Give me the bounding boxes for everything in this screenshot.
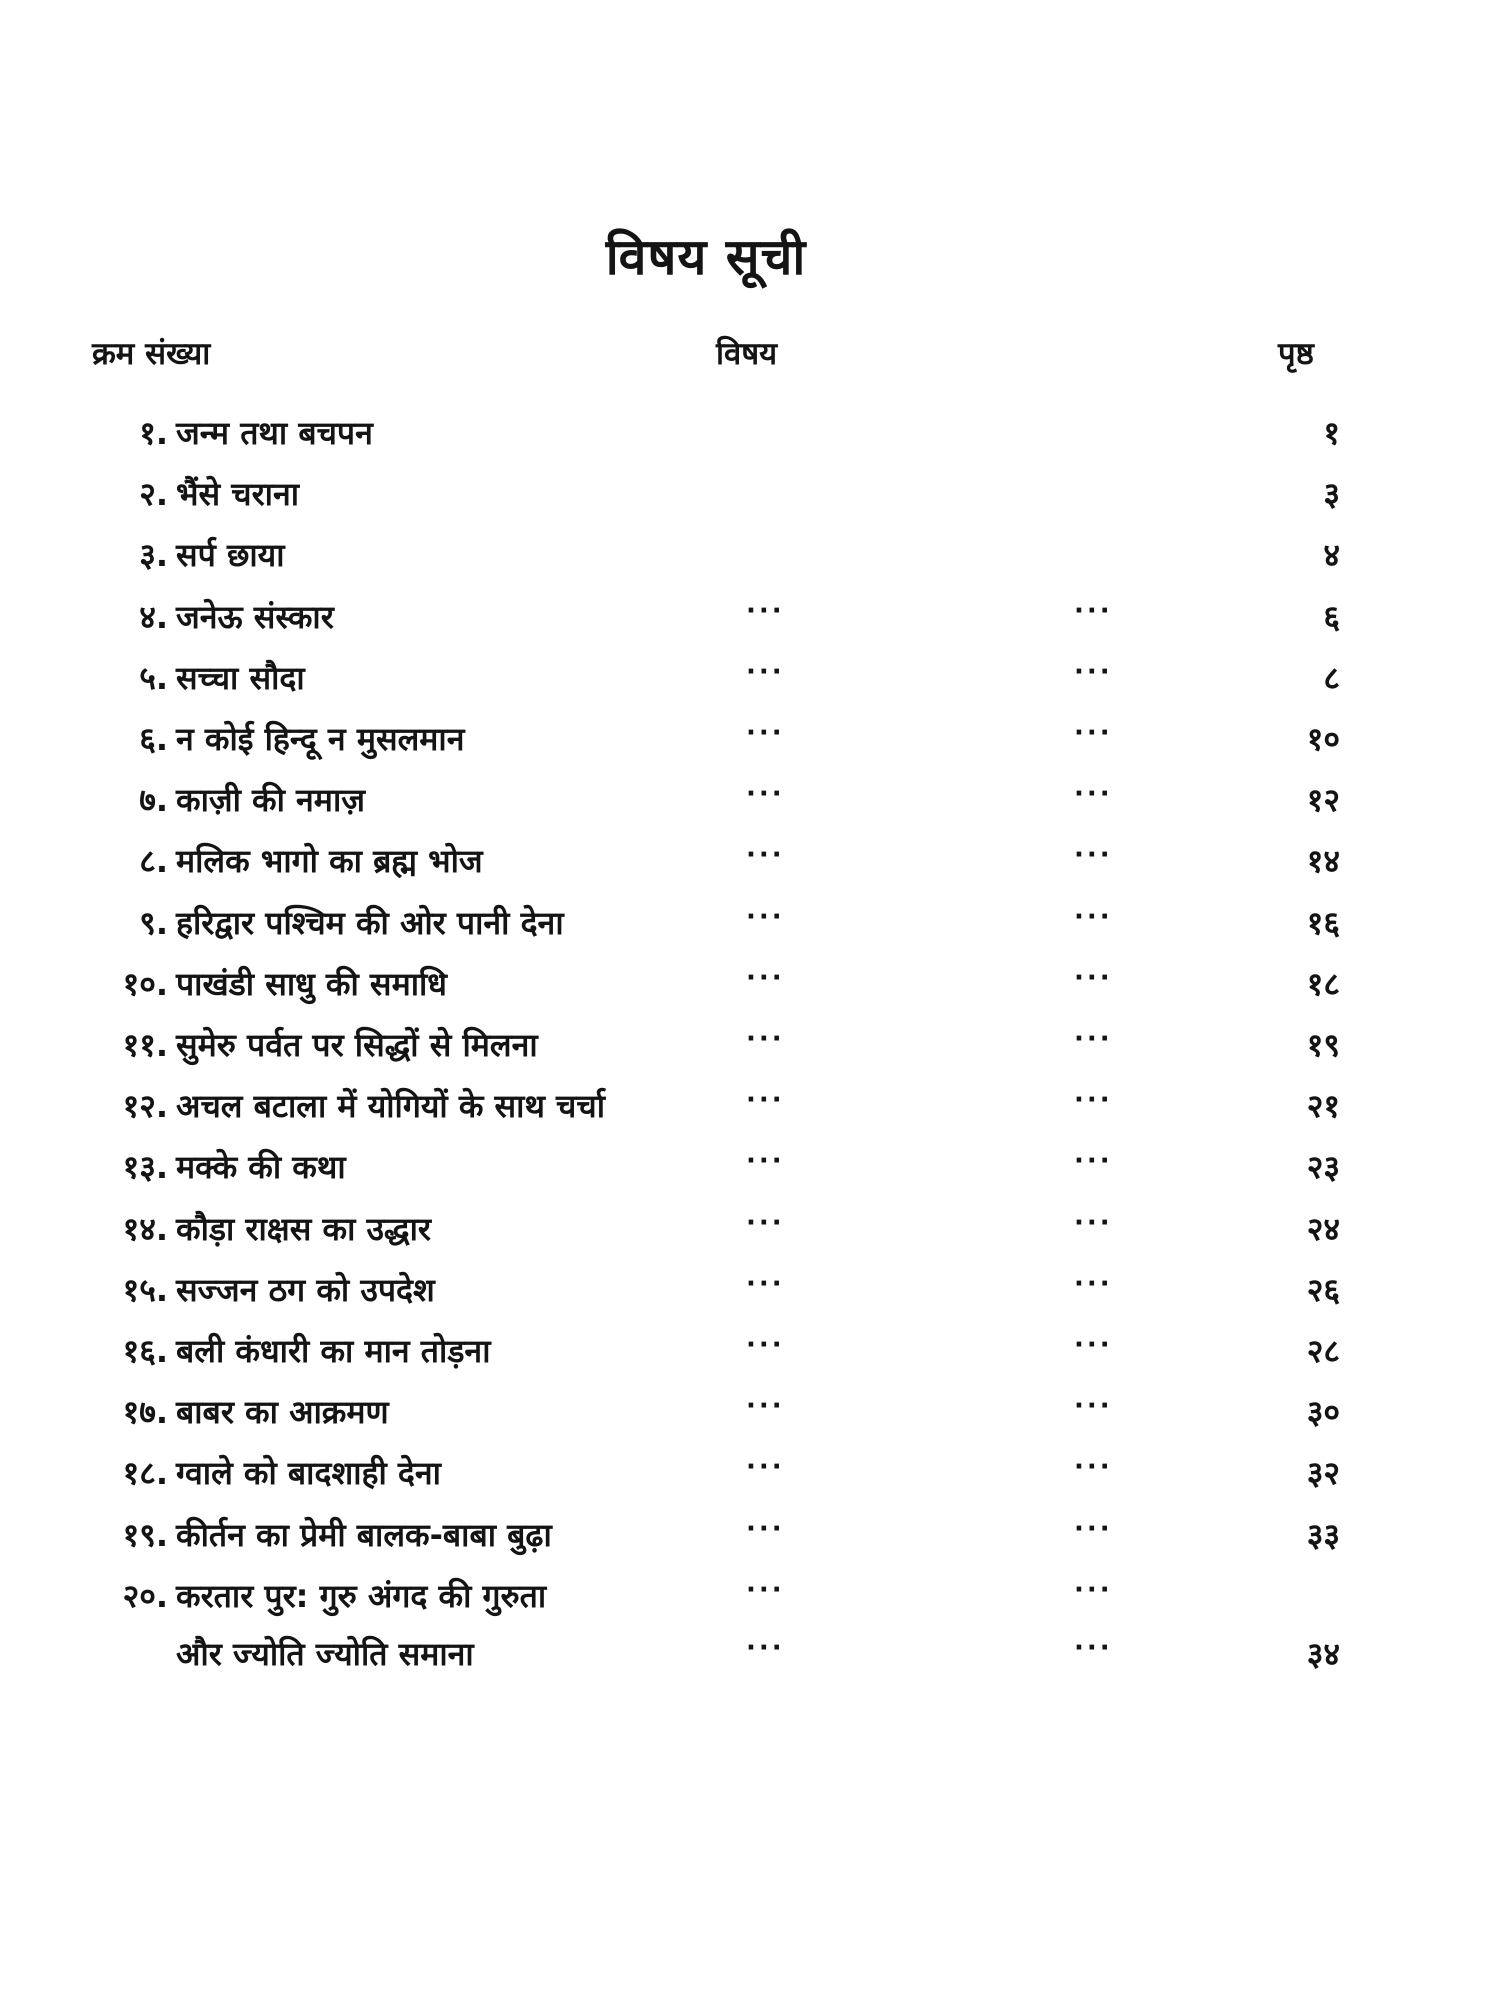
header-subject: विषय [716, 336, 778, 372]
leader-dots: ··· [746, 1207, 785, 1238]
entry-page: २६ [1306, 1270, 1340, 1309]
entry-page: २८ [1306, 1332, 1340, 1370]
leader-dots: ··· [746, 1513, 785, 1544]
entry-title: सज्जन ठग को उपदेश [176, 1270, 435, 1309]
entry-title: मक्के की कथा [176, 1148, 346, 1187]
entry-number: १९. [122, 1515, 168, 1554]
toc-entry [0, 956, 1500, 1012]
leader-dots: ··· [746, 595, 785, 626]
entry-number: ९. [139, 903, 168, 942]
entry-page: १२ [1306, 781, 1340, 820]
leader-dots: ··· [746, 840, 785, 871]
leader-dots: ··· [746, 962, 785, 993]
entry-number: १८. [122, 1454, 168, 1493]
leader-dots: ··· [1074, 656, 1113, 687]
toc-entry [0, 527, 1500, 583]
toc-entry [0, 589, 1500, 645]
leader-dots: ··· [746, 1391, 785, 1422]
leader-dots: ··· [1074, 901, 1113, 932]
entry-title: पाखंडी साधु की समाधि [176, 964, 447, 1003]
leader-dots: ··· [746, 779, 785, 810]
entry-number: १. [139, 414, 168, 452]
entry-number: १६. [122, 1332, 168, 1370]
toc-entry [0, 1384, 1500, 1440]
leader-dots: ··· [1074, 1574, 1113, 1605]
toc-entry [0, 1445, 1500, 1501]
entry-title-continued: और ज्योति ज्योति समाना [176, 1634, 474, 1673]
leader-dots: ··· [1074, 1330, 1113, 1360]
toc-entry [0, 711, 1500, 767]
entry-page: १४ [1306, 842, 1340, 881]
entry-page: १८ [1306, 964, 1340, 1003]
toc-entry [0, 1201, 1500, 1257]
entry-number: १०. [122, 964, 168, 1003]
entry-title: भैंसे चराना [176, 475, 300, 514]
leader-dots: ··· [1074, 840, 1113, 871]
entry-title: बली कंधारी का मान तोड़ना [176, 1332, 491, 1370]
entry-title: ग्वाले को बादशाही देना [176, 1454, 441, 1493]
toc-entry [0, 895, 1500, 951]
entry-title: कीर्तन का प्रेमी बालक-बाबा बुढ़ा [176, 1515, 552, 1554]
entry-title: बाबर का आक्रमण [176, 1393, 389, 1432]
entry-title: करतार पुर: गुरु अंगद की गुरुता [176, 1576, 547, 1615]
entry-page: ३ [1323, 475, 1340, 514]
leader-dots: ··· [746, 1452, 785, 1483]
toc-entry [0, 1568, 1500, 1673]
entry-title: हरिद्वार पश्चिम की ओर पानी देना [176, 903, 564, 942]
entry-number: १४. [122, 1209, 168, 1248]
toc-entry [0, 833, 1500, 889]
leader-dots: ··· [746, 656, 785, 687]
leader-dots: ··· [746, 1268, 785, 1299]
leader-dots: ··· [1074, 1452, 1113, 1483]
toc-entry [0, 1139, 1500, 1195]
entry-page: ३३ [1306, 1515, 1340, 1554]
leader-dots: ··· [1074, 1207, 1113, 1238]
entry-title: सुमेरु पर्वत पर सिद्धों से मिलना [176, 1026, 538, 1064]
entry-page: १ [1323, 414, 1340, 452]
entry-number: १२. [122, 1087, 168, 1126]
leader-dots: ··· [1074, 718, 1113, 748]
entry-page: २४ [1306, 1209, 1340, 1248]
entry-title: सर्प छाया [176, 536, 285, 575]
leader-dots: ··· [746, 1632, 785, 1663]
entry-number: ६. [139, 720, 168, 758]
entry-page: ६ [1323, 597, 1340, 636]
entry-number: ५. [139, 658, 168, 697]
leader-dots: ··· [1074, 1513, 1113, 1544]
leader-dots: ··· [1074, 1268, 1113, 1299]
entry-page: ३० [1306, 1393, 1340, 1432]
toc-entry [0, 405, 1500, 461]
entry-number: ७. [139, 781, 168, 820]
entry-page: २१ [1306, 1087, 1340, 1126]
entry-page: १० [1306, 720, 1340, 758]
entry-page: ८ [1323, 658, 1340, 697]
entry-title: मलिक भागो का ब्रह्म भोज [176, 842, 483, 881]
entry-title: सच्चा सौदा [176, 658, 305, 697]
leader-dots: ··· [746, 718, 785, 748]
toc-entry [0, 1507, 1500, 1563]
entry-number: १३. [122, 1148, 168, 1187]
page-title: विषय सूची [605, 228, 807, 286]
leader-dots: ··· [1074, 779, 1113, 810]
entry-number: ११. [122, 1026, 168, 1064]
leader-dots: ··· [1074, 1632, 1113, 1663]
entry-number: २. [139, 475, 168, 514]
leader-dots: ··· [1074, 1146, 1113, 1177]
leader-dots: ··· [746, 901, 785, 932]
entry-title: काज़ी की नमाज़ [176, 781, 365, 820]
header-serial-number: क्रम संख्या [92, 336, 211, 372]
entry-title: कौड़ा राक्षस का उद्धार [176, 1209, 431, 1248]
entry-page: ४ [1323, 536, 1340, 575]
entry-number: ३. [139, 536, 168, 575]
leader-dots: ··· [1074, 962, 1113, 993]
entry-page: १९ [1306, 1026, 1340, 1064]
toc-entry [0, 772, 1500, 828]
leader-dots: ··· [746, 1146, 785, 1177]
toc-entry [0, 466, 1500, 522]
entry-number: १५. [122, 1270, 168, 1309]
entry-page: ३२ [1306, 1454, 1340, 1493]
entry-page: १६ [1306, 903, 1340, 942]
leader-dots: ··· [1074, 1391, 1113, 1422]
entry-title: जन्म तथा बचपन [176, 414, 373, 452]
entry-number: ८. [139, 842, 168, 881]
leader-dots: ··· [1074, 1085, 1113, 1116]
entry-number: ४. [139, 597, 168, 636]
header-page: पृष्ठ [1278, 336, 1314, 372]
toc-entry [0, 1078, 1500, 1134]
leader-dots: ··· [1074, 1024, 1113, 1054]
toc-entry [0, 1262, 1500, 1318]
leader-dots: ··· [746, 1330, 785, 1360]
toc-entry [0, 1017, 1500, 1073]
toc-entry [0, 1323, 1500, 1379]
leader-dots: ··· [746, 1085, 785, 1116]
leader-dots: ··· [746, 1024, 785, 1054]
entry-page: २३ [1306, 1148, 1340, 1187]
entry-number: २०. [122, 1576, 168, 1615]
leader-dots: ··· [746, 1574, 785, 1605]
entry-title: अचल बटाला में योगियों के साथ चर्चा [176, 1087, 605, 1126]
entry-title: जनेऊ संस्कार [176, 597, 334, 636]
entry-page: ३४ [1306, 1634, 1340, 1673]
leader-dots: ··· [1074, 595, 1113, 626]
toc-entry [0, 650, 1500, 706]
entry-title: न कोई हिन्दू न मुसलमान [176, 720, 465, 758]
entry-number: १७. [122, 1393, 168, 1432]
